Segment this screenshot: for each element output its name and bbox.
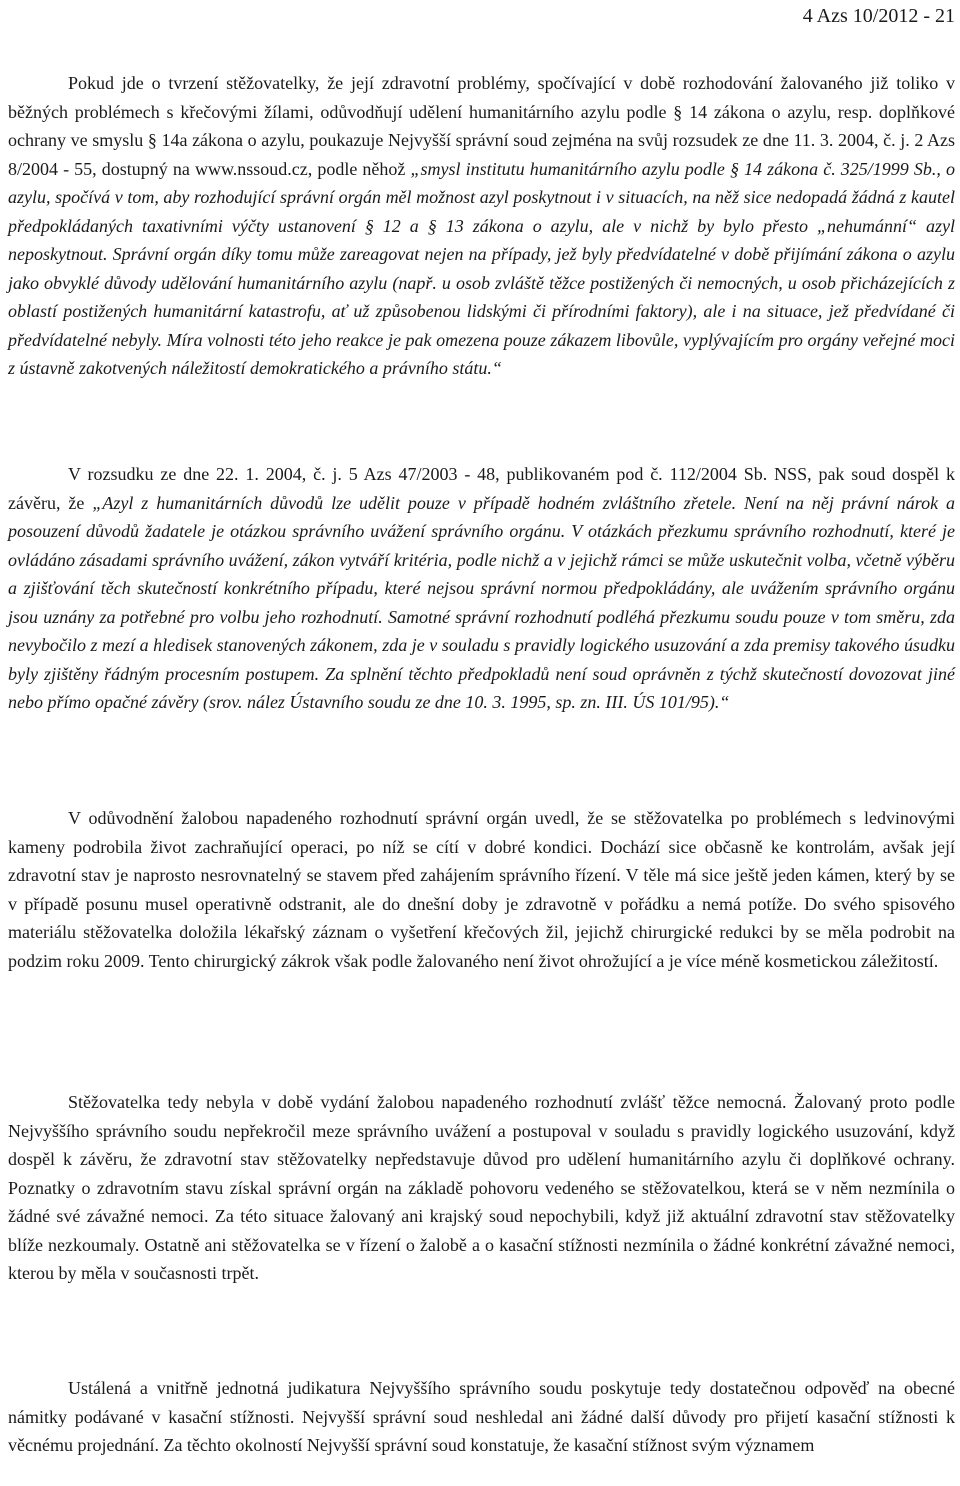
paragraph-text: Stěžovatelka tedy nebyla v době vydání žalobou napadeného rozhodnutí zvlášť těžce nemocná. Žalovaný proto podle Nejvyššího správního soudu nepřekročil meze správního uvážení a postupoval v souladu s pravidly logického usuzování, když dospěl k závěru, že zdravotní stav stěžovatelky nepředstavuje důvod pro udělení humanitárního azylu či doplňkové ochrany. Poznatky o zdravotním stavu získal správní orgán na základě pohovoru vedeného se stěžovatelkou, která se v něm nezmínila o žádné své závažné nemoci. Za této situace žalovaný ani krajský soud nepochybili, když již aktuální zdravotní stav stěžovatelky blíže nezkoumaly. Ostatně ani stěžovatelka se v řízení o žalobě a o kasační stížnosti nezmínila o žádné konkrétní závažné nemoci, kterou by měla v současnosti trpět. (8, 1092, 955, 1283)
quoted-judgment: „smysl institutu humanitárního azylu podle § 14 zákona č. 325/1999 Sb., o azylu, spočívá v tom, aby rozhodující správní orgán měl možnost azyl poskytnout i v situacích, na něž sice nedopadá žádná z kautel předpokládaných taxativními výčty ustanovení § 12 a § 13 zákona o azylu, ale v nichž by bylo přesto „nehumánní“ azyl neposkytnout. Správní orgán díky tomu může zareagovat nejen na případy, jež byly předvídatelné v době přijímání zákona o azylu jako obvyklé důvody udělování humanitárního azylu (např. u osob zvláště těžce postižených či nemocných, u osob přicházejících z oblastí postižených humanitární katastrofu, ať už způsobenou lidskými či přírodními faktory), ale i na situace, jež předvídané či předvídatelné nebyly. Míra volnosti této jeho reakce je pak omezena pouze zákazem libovůle, vyplývajícím pro orgány veřejné moci z ústavně zakotvených náležitostí demokratického a právního státu.“ (8, 158, 955, 378)
paragraph-reasoning (8, 804, 955, 975)
paragraph-conclusion (8, 1374, 955, 1460)
paragraph-humanitarian-asylum (8, 69, 955, 383)
paragraph-text: V odůvodnění žalobou napadeného rozhodnutí správní orgán uvedl, že se stěžovatelka po problémech s ledvinovými kameny podrobila život zachraňující operaci, po níž se cítí v dobré kondici. Dochází sice občasně ke kontrolám, avšak její zdravotní stav je naprosto nesrovnatelný se stavem před zahájením správního řízení. V těle má sice ještě jeden kámen, který by se v případě posunu musel operativně odstranit, ale do dnešní doby je zdravotně v pořádku a nemá potíže. Do svého spisového materiálu stěžovatelka doložila lékařský záznam o vyšetření křečových žil, jejichž chirurgické redukci by se měla podrobit na podzim roku 2009. Tento chirurgický zákrok však podle žalovaného není život ohrožující a je více méně kosmetickou záležitostí. (8, 808, 955, 971)
page-header-reference: 4 Azs 10/2012 - 21 (802, 5, 955, 27)
document-page (8, 0, 955, 1486)
paragraph-judgment-5azs (8, 460, 955, 717)
paragraph-health-assessment (8, 1088, 955, 1288)
quoted-judgment: „Azyl z humanitárních důvodů lze udělit pouze v případě hodném zvláštního zřetele. Není na něj právní nárok a posouzení důvodů žadatele je otázkou správního uvážení správního orgánu. V otázkách přezkumu správního rozhodnutí, které je ovládáno zásadami správního uvážení, zákon vytváří kritéria, podle nichž a v jejichž rámci se může uskutečnit volba, včetně výběru a zjišťování těch skutečností konkrétního případu, které nejsou správní normou předpokládány, ale uvážením správního orgánu jsou uznány za potřebné pro volbu jeho rozhodnutí. Samotné správní rozhodnutí podléhá přezkumu soudu pouze v tom směru, zda nevybočilo z mezí a hledisek stanovených zákonem, zda je v souladu s pravidly logického usuzování a zda premisy takového úsudku byly zjištěny řádným procesním postupem. Za splnění těchto předpokladů není soud oprávněn z týchž skutečností dovozovat jiné nebo přímo opačné závěry (srov. nález Ústavního soudu ze dne 10. 3. 1995, sp. zn. III. ÚS 101/95).“ (8, 492, 955, 712)
paragraph-text: Ustálená a vnitřně jednotná judikatura Nejvyššího správního soudu poskytuje tedy dostatečnou odpověď na obecné námitky podávané v kasační stížnosti. Nejvyšší správní soud neshledal ani žádné další důvody pro přijetí kasační stížnosti k věcnému projednání. Za těchto okolností Nejvyšší správní soud konstatuje, že kasační stížnost svým významem (8, 1378, 955, 1455)
paragraph-text: Pokud jde o tvrzení stěžovatelky, že její zdravotní problémy, spočívající v době rozhodování žalovaného již toliko v běžných problémech s křečovými žílami, odůvodňují udělení humanitárního azylu podle § 14 zákona o azylu, resp. doplňkové ochrany ve smyslu § 14a zákona o azylu, poukazuje Nejvyšší správní soud zejména na svůj rozsudek ze dne 11. 3. 2004, č. j. 2 Azs 8/2004 - 55, dostupný na www.nssoud.cz, podle něhož (8, 73, 955, 179)
paragraph-text: V rozsudku ze dne 22. 1. 2004, č. j. 5 Azs 47/2003 - 48, publikovaném pod č. 112/2004 Sb. NSS, pak soud dospěl k závěru, že (8, 464, 955, 513)
